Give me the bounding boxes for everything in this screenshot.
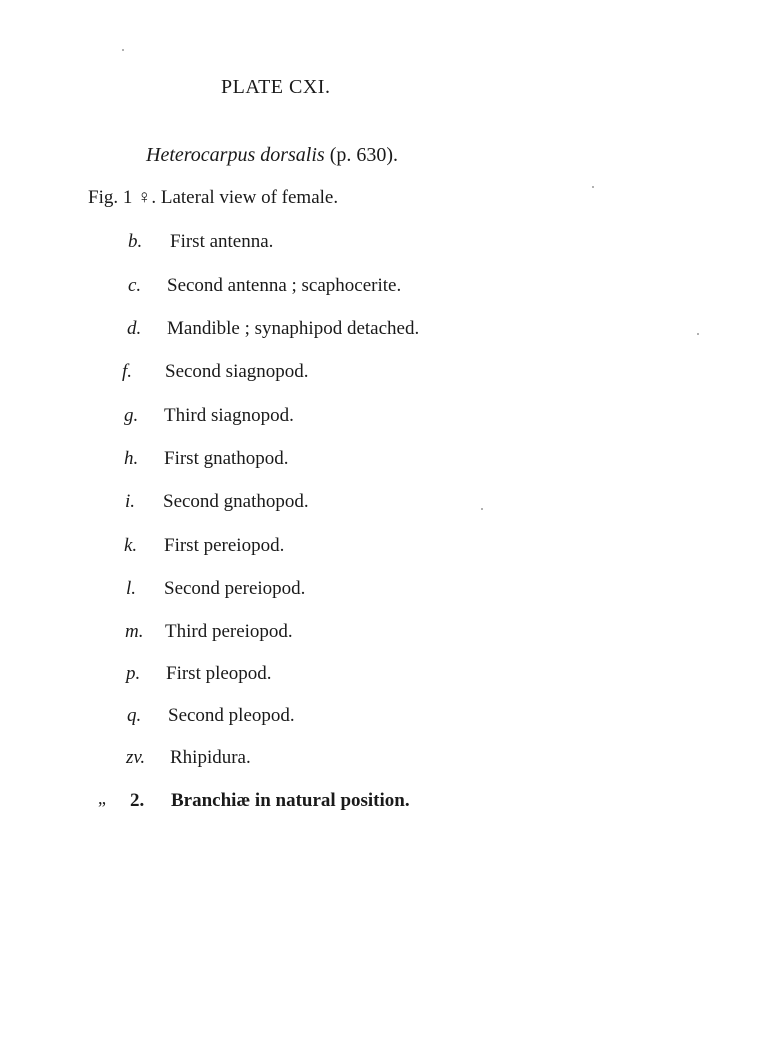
item-letter: c. (128, 275, 142, 296)
item-description: Second pleopod. (168, 705, 295, 726)
paper-speck (697, 333, 699, 335)
item-letter: g. (124, 405, 139, 426)
figure-1-label: Fig. 1 (88, 187, 133, 208)
item-description: First pereiopod. (164, 535, 285, 556)
item-description: Third siagnopod. (164, 405, 294, 426)
item-letter: i. (125, 491, 136, 512)
item-description: Second siagnopod. (165, 361, 309, 382)
ditto-mark: „ (98, 788, 106, 808)
item-letter: m. (125, 621, 144, 642)
item-description: First antenna. (170, 231, 274, 252)
item-letter: h. (124, 448, 139, 469)
item-letter: f. (122, 361, 133, 382)
figure-1-text: . Lateral view of female. (151, 187, 339, 208)
paper-speck (122, 49, 124, 51)
paper-speck (481, 508, 483, 510)
female-symbol: ♀ (137, 187, 152, 208)
item-description: Second antenna ; scaphocerite. (167, 275, 402, 296)
species-name: Heterocarpus dorsalis (146, 144, 325, 166)
figure-1-caption (88, 187, 338, 209)
page-reference: (p. 630). (329, 144, 399, 166)
item-letter: k. (124, 535, 138, 556)
item-description: Rhipidura. (170, 747, 251, 768)
item-letter: d. (127, 318, 142, 339)
paper-speck (592, 186, 594, 188)
item-description: First pleopod. (166, 663, 272, 684)
item-description: Second gnathopod. (163, 491, 309, 512)
item-description: Third pereiopod. (165, 621, 293, 642)
species-heading (146, 144, 398, 167)
item-letter: zv. (126, 747, 146, 768)
item-description: First gnathopod. (164, 448, 289, 469)
figure-2-number: 2. (130, 790, 145, 811)
item-description: Mandible ; synaphipod detached. (167, 318, 420, 339)
item-letter: l. (126, 578, 137, 599)
item-letter: q. (127, 705, 142, 726)
item-letter: b. (128, 231, 143, 252)
figure-2-description: Branchiæ in natural position. (171, 790, 410, 811)
item-letter: p. (126, 663, 141, 684)
item-description: Second pereiopod. (164, 578, 306, 599)
plate-title: PLATE CXI. (221, 76, 331, 98)
